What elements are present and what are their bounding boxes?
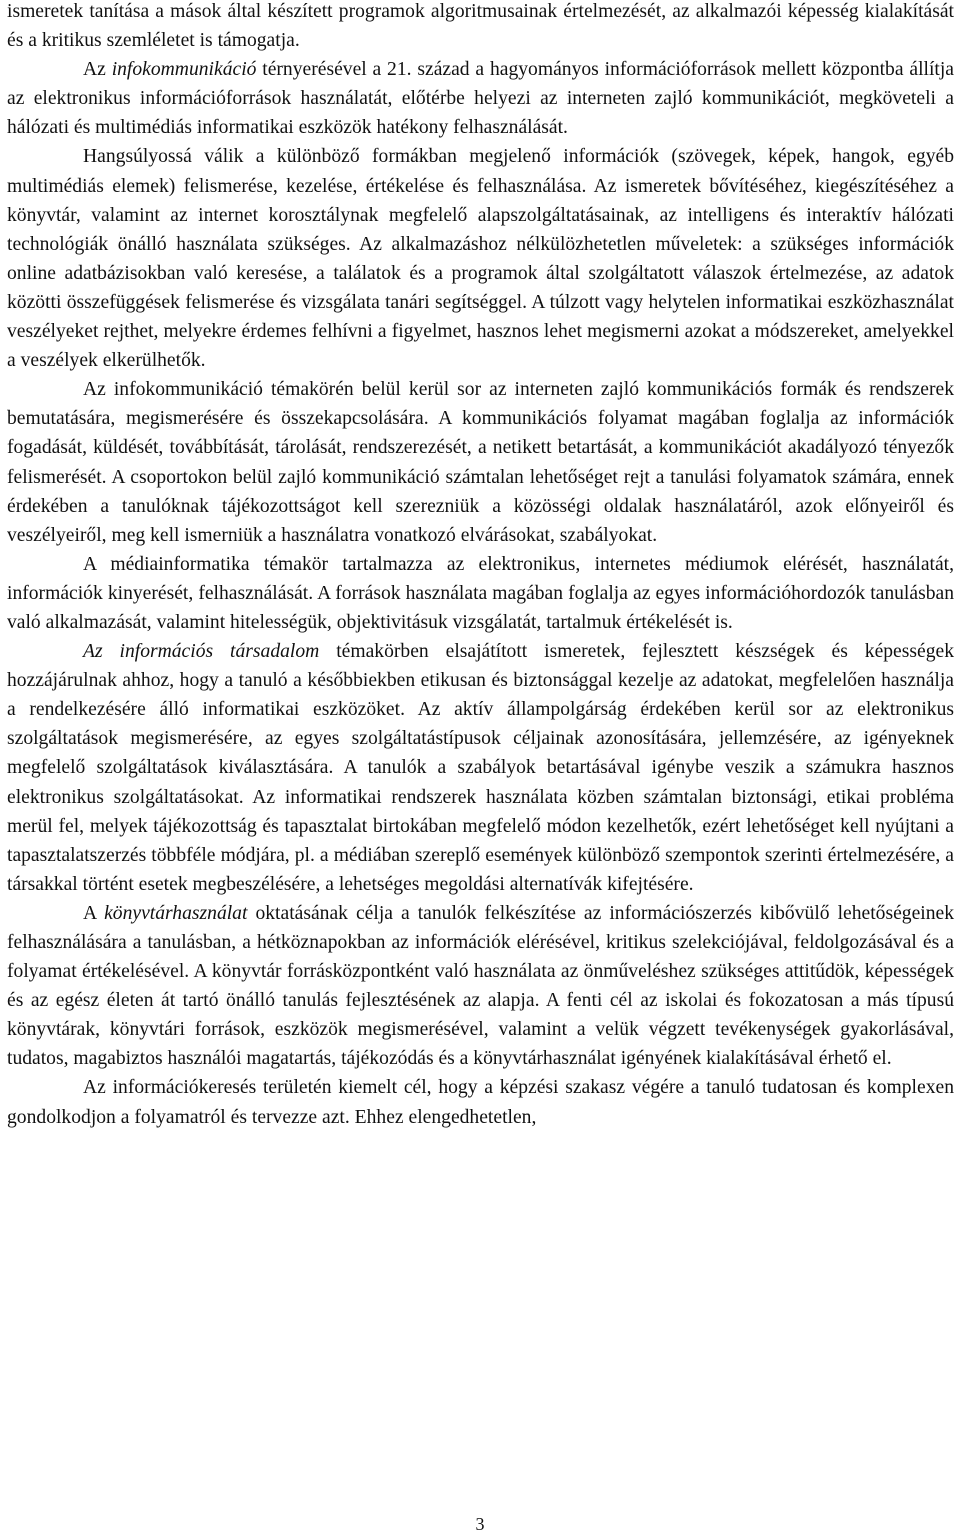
page-number: 3	[475, 1514, 485, 1534]
paragraph-3-text: Hangsúlyossá válik a különböző formákban megjelenő információk (szövegek, képek, hangok, egyéb multimédiás elemek) felismerése, kezelése, értékelése és felhasználása. Az ismeretek bővítéséhez, kiegészítéséhez a könyvtár, valamint az internet korosztálynak megfelelő alapszolgáltatásainak, az intelligens és interaktív hálózati technológiák önálló használata szükséges. Az alkalmazáshoz nélkülözhetetlen műveletek: a szükséges információk online adatbázisokban való keresése, a találatok és a programok által szolgáltatott válaszok értelmezése, az adatok közötti összefüggések felismerése és vizsgálata tanári segítséggel. A túlzott vagy helytelen informatikai eszközhasználat veszélyeket rejthet, melyekre érdemes felhívni a figyelmet, hasznos lehet megismerni azokat a módszereket, amelyekkel a veszélyek elkerülhetők.	[7, 146, 954, 372]
paragraph-8-text: Az információkeresés területén kiemelt cél, hogy a képzési szakasz végére a tanuló tudatosan és komplexen gondolkodjon a folyamatról és tervezze azt. Ehhez elengedhetetlen,	[7, 1077, 954, 1128]
paragraph-7-run-3: oktatásának célja a tanulók felkészítése az információszerzés kibővülő lehetőségeinek felhasználására a tanulásban, a hétköznapokban az információk elérésével, kritikus szelekciójával, feldolgozásával és a folyamat értékelésével. A könyvtár forrásközpontként való használata az önműveléshez szükséges attitűdök, képességek és az egész életen át tartó önálló tanulás fejlesztésének az alapja. A fenti cél az iskolai és fokozatosan a más típusú könyvtárak, könyvtári források, eszközök megismerésével, valamint a velük végzett tevékenységek gyakorlásával, tudatos, magabiztos használói magatartás, tájékozódás és a könyvtárhasználat igényének kialakításával érhető el.	[7, 902, 955, 1070]
paragraph-6	[7, 637, 954, 899]
paragraph-4-text: Az infokommunikáció témakörén belül kerül sor az interneten zajló kommunikációs formák és rendszerek bemutatására, megismerésére és összekapcsolására. A kommunikációs folyamat magában foglalja az információk fogadását, küldését, továbbítását, tárolását, rendszerezését, a netikett betartását, a kommunikációt akadályozó tényezők felismerését. A csoportokon belül zajló kommunikáció számtalan lehetőséget rejt a tanulási folyamatok számára, ennek érdekében a tanulóknak tájékozottságot kell szerezniük a közösségi oldalak használatáról, azok előnyeiről és veszélyeiről, meg kell ismerniük a használatra vonatkozó elvárásokat, szabályokat.	[7, 379, 954, 546]
paragraph-6-italic-term: Az információs társadalom	[83, 641, 320, 663]
paragraph-2	[7, 55, 954, 142]
paragraph-5	[7, 550, 954, 637]
paragraph-6-run-2: témakörben elsajátított ismeretek, fejlesztett készségek és képességek hozzájárulnak ahhoz, hogy a tanuló a későbbiekben etikusan és biztonsággal kezelje az adatokat, megfelelően használja a rendelkezésére álló informatikai eszközöket. Az aktív állampolgárság érdekében kerül sor az elektronikus szolgáltatások megismerésére, az egyes szolgáltatástípusok céljainak azonosítására, jellemzésére, az igényeknek megfelelő szolgáltatások kiválasztására. A tanulók a szabályok betartásával igénybe veszik a számukra hasznos elektronikus szolgáltatásokat. Az informatikai rendszerek használata közben számtalan biztonsági, etikai probléma merül fel, melyek tájékozottság és tapasztalat birtokában megfelelő módon kezelhetők, ezért lehetőséget kell nyújtani a tapasztalatszerzés többféle módjára, pl. a médiában szereplő események különböző szempontok szerinti értelmezésére, a társakkal történt esetek megbeszélésére, a lehetséges megoldási alternatívák kifejtésére.	[7, 641, 954, 895]
paragraph-7-run-1: A	[83, 902, 105, 924]
paragraph-2-run-3: térnyerésével a 21. század a hagyományos információforrások mellett központba állítja az elektronikus információforrások használatát, előtérbe helyezi az interneten zajló kommunikációt, megköveteli a hálózati és multimédiás informatikai eszközök hatékony felhasználását.	[7, 59, 954, 139]
paragraph-4	[7, 375, 954, 550]
paragraph-3	[7, 142, 954, 375]
paragraph-2-italic-term: infokommunikáció	[111, 59, 257, 81]
paragraph-7-italic-term: könyvtárhasználat	[104, 902, 248, 924]
document-page	[7, 0, 954, 1132]
paragraph-2-run-1: Az	[83, 59, 112, 81]
paragraph-7	[7, 899, 954, 1074]
paragraph-1	[7, 0, 954, 55]
paragraph-8	[7, 1073, 954, 1131]
paragraph-1-text: ismeretek tanítása a mások által készített programok algoritmusainak értelmezését, az alkalmazói képesség kialakítását és a kritikus szemléletet is támogatja.	[7, 1, 954, 52]
paragraph-5-text: A médiainformatika témakör tartalmazza az elektronikus, internetes médiumok elérését, használatát, információk kinyerését, felhasználását. A források használata magában foglalja az egyes információhordozók tanulásban való alkalmazását, valamint hitelességük, objektivitásuk vizsgálatát, tartalmuk értékelését is.	[7, 553, 954, 633]
